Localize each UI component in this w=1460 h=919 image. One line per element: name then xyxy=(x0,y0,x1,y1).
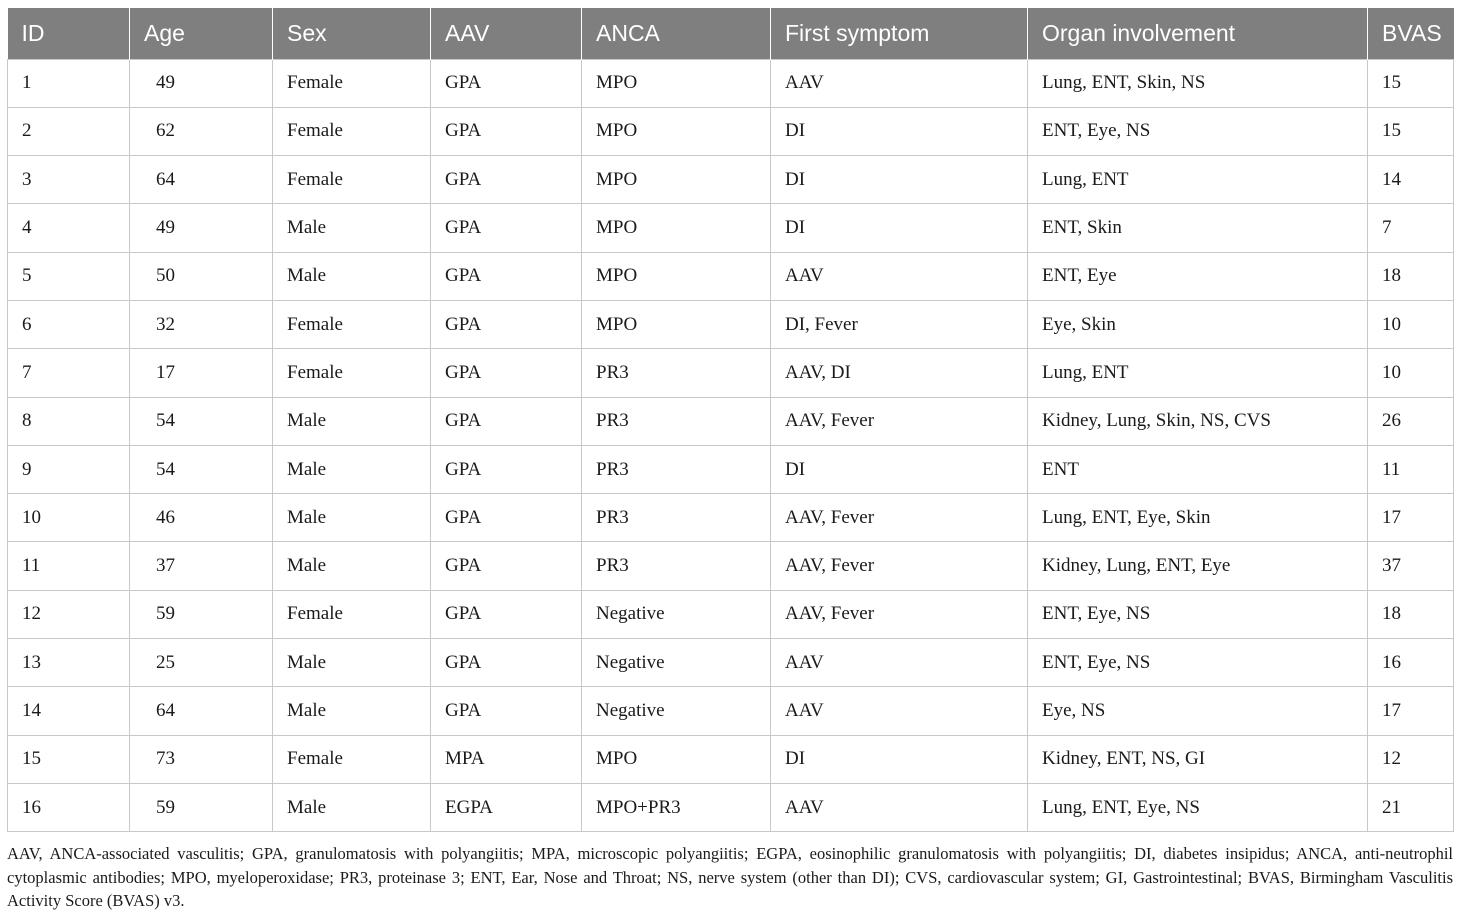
cell-organ-involvement: ENT, Skin xyxy=(1028,204,1368,252)
cell-anca: MPO+PR3 xyxy=(582,783,771,831)
table-row xyxy=(8,300,1454,348)
cell-age: 59 xyxy=(130,590,273,638)
cell-id: 14 xyxy=(8,687,130,735)
cell-age: 64 xyxy=(130,687,273,735)
cell-bvas: 11 xyxy=(1368,445,1454,493)
cell-bvas: 18 xyxy=(1368,590,1454,638)
cell-sex: Female xyxy=(273,300,431,348)
cell-organ-involvement: ENT xyxy=(1028,445,1368,493)
cell-id: 3 xyxy=(8,156,130,204)
cell-sex: Male xyxy=(273,252,431,300)
cell-id: 2 xyxy=(8,107,130,155)
cell-anca: MPO xyxy=(582,59,771,107)
cell-anca: PR3 xyxy=(582,445,771,493)
cell-id: 13 xyxy=(8,639,130,687)
cell-sex: Male xyxy=(273,445,431,493)
cell-bvas: 16 xyxy=(1368,639,1454,687)
cell-anca: MPO xyxy=(582,735,771,783)
cell-aav: GPA xyxy=(431,445,582,493)
cell-id: 10 xyxy=(8,494,130,542)
patient-table xyxy=(7,8,1454,832)
cell-aav: GPA xyxy=(431,156,582,204)
table-row xyxy=(8,783,1454,831)
cell-bvas: 10 xyxy=(1368,300,1454,348)
cell-anca: PR3 xyxy=(582,349,771,397)
cell-anca: Negative xyxy=(582,687,771,735)
table-row xyxy=(8,639,1454,687)
table-row xyxy=(8,204,1454,252)
table-footnote: AAV, ANCA-associated vasculitis; GPA, granulomatosis with polyangiitis; MPA, microscopic polyangiitis; EGPA, eosinophilic granulomatosis with polyangiitis; DI, diabetes insipidus; ANCA, anti-neutrophil cytoplasmic antibodies; MPO, myeloperoxidase; PR3, proteinase 3; ENT, Ear, Nose and Throat; NS, nerve system (other than DI); CVS, cardiovascular system; GI, Gastrointestinal; BVAS, Birmingham Vasculitis Activity Score (BVAS) v3. xyxy=(7,844,1453,910)
header-anca: ANCA xyxy=(582,8,771,59)
cell-aav: GPA xyxy=(431,639,582,687)
header-aav: AAV xyxy=(431,8,582,59)
cell-first-symptom: DI xyxy=(771,204,1028,252)
cell-organ-involvement: ENT, Eye, NS xyxy=(1028,107,1368,155)
cell-anca: PR3 xyxy=(582,397,771,445)
cell-sex: Female xyxy=(273,590,431,638)
table-body xyxy=(8,59,1454,832)
cell-age: 62 xyxy=(130,107,273,155)
cell-first-symptom: AAV xyxy=(771,783,1028,831)
cell-age: 73 xyxy=(130,735,273,783)
cell-organ-involvement: Kidney, Lung, Skin, NS, CVS xyxy=(1028,397,1368,445)
table-row xyxy=(8,349,1454,397)
cell-age: 32 xyxy=(130,300,273,348)
cell-first-symptom: AAV xyxy=(771,59,1028,107)
cell-first-symptom: AAV, Fever xyxy=(771,494,1028,542)
cell-aav: GPA xyxy=(431,542,582,590)
cell-organ-involvement: Eye, NS xyxy=(1028,687,1368,735)
cell-age: 46 xyxy=(130,494,273,542)
table-row xyxy=(8,735,1454,783)
cell-organ-involvement: Lung, ENT, Eye, Skin xyxy=(1028,494,1368,542)
cell-aav: GPA xyxy=(431,300,582,348)
cell-organ-involvement: Lung, ENT xyxy=(1028,156,1368,204)
cell-anca: MPO xyxy=(582,252,771,300)
cell-aav: MPA xyxy=(431,735,582,783)
cell-first-symptom: AAV xyxy=(771,687,1028,735)
cell-first-symptom: AAV, Fever xyxy=(771,397,1028,445)
cell-first-symptom: DI xyxy=(771,156,1028,204)
cell-first-symptom: DI xyxy=(771,107,1028,155)
cell-bvas: 15 xyxy=(1368,59,1454,107)
cell-anca: Negative xyxy=(582,590,771,638)
cell-aav: GPA xyxy=(431,494,582,542)
cell-organ-involvement: ENT, Eye xyxy=(1028,252,1368,300)
header-age: Age xyxy=(130,8,273,59)
cell-aav: GPA xyxy=(431,252,582,300)
cell-first-symptom: AAV xyxy=(771,252,1028,300)
data-table-container xyxy=(7,8,1453,832)
cell-sex: Female xyxy=(273,59,431,107)
cell-aav: EGPA xyxy=(431,783,582,831)
cell-bvas: 37 xyxy=(1368,542,1454,590)
cell-bvas: 26 xyxy=(1368,397,1454,445)
cell-bvas: 7 xyxy=(1368,204,1454,252)
cell-id: 5 xyxy=(8,252,130,300)
table-row xyxy=(8,494,1454,542)
cell-age: 17 xyxy=(130,349,273,397)
cell-aav: GPA xyxy=(431,107,582,155)
cell-aav: GPA xyxy=(431,687,582,735)
cell-sex: Female xyxy=(273,156,431,204)
header-first-symptom: First symptom xyxy=(771,8,1028,59)
cell-id: 6 xyxy=(8,300,130,348)
table-row xyxy=(8,59,1454,107)
cell-anca: MPO xyxy=(582,107,771,155)
table-row xyxy=(8,156,1454,204)
cell-anca: MPO xyxy=(582,204,771,252)
cell-aav: GPA xyxy=(431,204,582,252)
cell-first-symptom: DI xyxy=(771,445,1028,493)
cell-anca: MPO xyxy=(582,300,771,348)
cell-id: 1 xyxy=(8,59,130,107)
header-id: ID xyxy=(8,8,130,59)
table-row xyxy=(8,687,1454,735)
cell-sex: Male xyxy=(273,639,431,687)
cell-first-symptom: DI, Fever xyxy=(771,300,1028,348)
cell-bvas: 17 xyxy=(1368,687,1454,735)
cell-sex: Male xyxy=(273,494,431,542)
cell-aav: GPA xyxy=(431,397,582,445)
cell-first-symptom: AAV xyxy=(771,639,1028,687)
cell-first-symptom: AAV, Fever xyxy=(771,542,1028,590)
cell-sex: Male xyxy=(273,783,431,831)
cell-age: 37 xyxy=(130,542,273,590)
cell-anca: Negative xyxy=(582,639,771,687)
cell-id: 11 xyxy=(8,542,130,590)
table-row xyxy=(8,542,1454,590)
cell-age: 25 xyxy=(130,639,273,687)
cell-bvas: 12 xyxy=(1368,735,1454,783)
cell-bvas: 17 xyxy=(1368,494,1454,542)
cell-sex: Male xyxy=(273,204,431,252)
cell-anca: PR3 xyxy=(582,494,771,542)
table-row xyxy=(8,397,1454,445)
cell-organ-involvement: Eye, Skin xyxy=(1028,300,1368,348)
table-header-row xyxy=(8,8,1454,59)
cell-sex: Male xyxy=(273,542,431,590)
cell-sex: Male xyxy=(273,687,431,735)
cell-id: 8 xyxy=(8,397,130,445)
cell-organ-involvement: ENT, Eye, NS xyxy=(1028,639,1368,687)
cell-organ-involvement: Kidney, Lung, ENT, Eye xyxy=(1028,542,1368,590)
cell-age: 49 xyxy=(130,59,273,107)
cell-organ-involvement: Lung, ENT, Skin, NS xyxy=(1028,59,1368,107)
cell-anca: PR3 xyxy=(582,542,771,590)
cell-anca: MPO xyxy=(582,156,771,204)
cell-age: 50 xyxy=(130,252,273,300)
cell-bvas: 18 xyxy=(1368,252,1454,300)
cell-age: 49 xyxy=(130,204,273,252)
cell-aav: GPA xyxy=(431,59,582,107)
header-sex: Sex xyxy=(273,8,431,59)
cell-id: 7 xyxy=(8,349,130,397)
table-row xyxy=(8,445,1454,493)
cell-first-symptom: DI xyxy=(771,735,1028,783)
cell-bvas: 10 xyxy=(1368,349,1454,397)
cell-id: 15 xyxy=(8,735,130,783)
cell-bvas: 15 xyxy=(1368,107,1454,155)
cell-first-symptom: AAV, Fever xyxy=(771,590,1028,638)
cell-id: 12 xyxy=(8,590,130,638)
cell-organ-involvement: ENT, Eye, NS xyxy=(1028,590,1368,638)
cell-age: 59 xyxy=(130,783,273,831)
cell-organ-involvement: Lung, ENT, Eye, NS xyxy=(1028,783,1368,831)
cell-sex: Female xyxy=(273,735,431,783)
cell-bvas: 21 xyxy=(1368,783,1454,831)
table-row xyxy=(8,107,1454,155)
cell-sex: Female xyxy=(273,349,431,397)
cell-bvas: 14 xyxy=(1368,156,1454,204)
header-bvas: BVAS xyxy=(1368,8,1454,59)
table-row xyxy=(8,590,1454,638)
cell-aav: GPA xyxy=(431,349,582,397)
cell-id: 16 xyxy=(8,783,130,831)
cell-age: 54 xyxy=(130,445,273,493)
cell-id: 9 xyxy=(8,445,130,493)
cell-age: 64 xyxy=(130,156,273,204)
cell-organ-involvement: Lung, ENT xyxy=(1028,349,1368,397)
cell-sex: Male xyxy=(273,397,431,445)
cell-organ-involvement: Kidney, ENT, NS, GI xyxy=(1028,735,1368,783)
cell-aav: GPA xyxy=(431,590,582,638)
cell-id: 4 xyxy=(8,204,130,252)
cell-sex: Female xyxy=(273,107,431,155)
cell-age: 54 xyxy=(130,397,273,445)
table-row xyxy=(8,252,1454,300)
header-organ-involvement: Organ involvement xyxy=(1028,8,1368,59)
cell-first-symptom: AAV, DI xyxy=(771,349,1028,397)
